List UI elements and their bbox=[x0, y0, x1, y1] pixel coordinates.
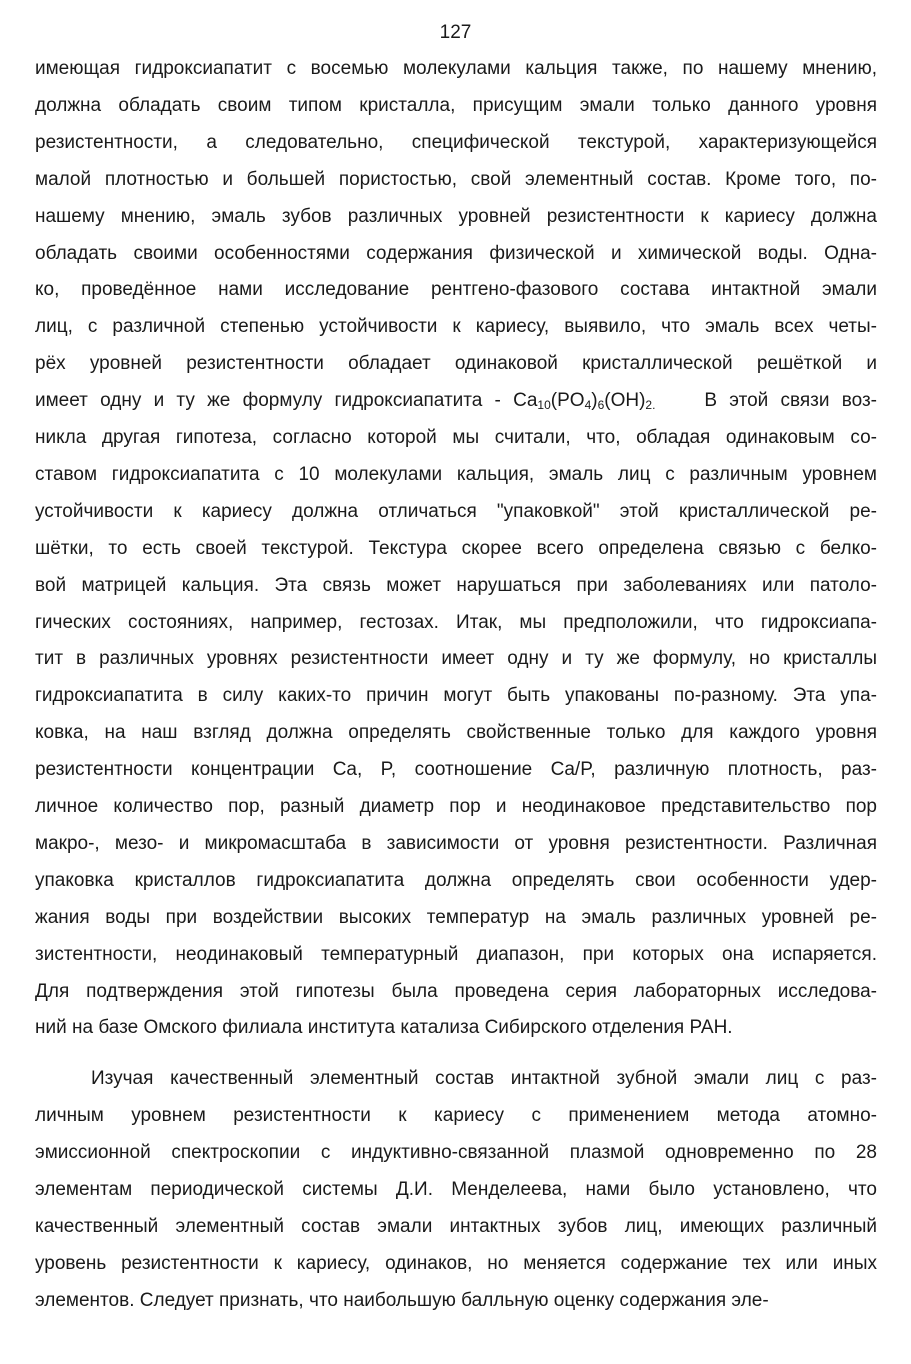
text-line: обладать своими особенностями содержания физической и химической воды. Одна- bbox=[35, 242, 877, 264]
text-line: лиц, с различной степенью устойчивости к кариесу, выявило, что эмаль всех четы- bbox=[35, 316, 877, 338]
text-line: резистентности, а следовательно, специфической текстурой, характеризующейся bbox=[35, 131, 877, 153]
text-line: нашему мнению, эмаль зубов различных уровней резистентности к кариесу должна bbox=[35, 205, 877, 227]
text-line: гидроксиапатита в силу каких-то причин могут быть упакованы по-разному. Эта упа- bbox=[35, 685, 877, 707]
text-line: личное количество пор, разный диаметр пор и неодинаковое представительство пор bbox=[35, 796, 877, 817]
text-line: тит в различных уровнях резистентности имеет одну и ту же формулу, но кристаллы bbox=[35, 648, 877, 670]
text-line: рёх уровней резистентности обладает одинаковой кристаллической решёткой и bbox=[35, 353, 877, 375]
text-line: резистентности концентрации Ca, P, соотношение Ca/P, различную плотность, раз- bbox=[35, 759, 877, 781]
text-line: гических состояниях, например, гестозах. Итак, мы предположили, что гидроксиапа- bbox=[35, 611, 877, 633]
text-line: должна обладать своим типом кристалла, присущим эмали только данного уровня bbox=[35, 94, 877, 116]
text-line: шётки, то есть своей текстурой. Текстура скорее всего определена связью с белко- bbox=[35, 537, 877, 559]
text-line: Изучая качественный элементный состав интактной зубной эмали лиц с раз- bbox=[91, 1068, 877, 1090]
text-line: малой плотностью и большей пористостью, свой элементный состав. Кроме того, по- bbox=[35, 168, 877, 190]
text-line: ко, проведённое нами исследование рентгено-фазового состава интактной эмали bbox=[35, 279, 877, 301]
text-line: ковка, на наш взгляд должна определять свойственные только для каждого уровня bbox=[35, 722, 877, 744]
text-line: устойчивости к кариесу должна отличаться "упаковкой" этой кристаллической ре- bbox=[35, 500, 877, 522]
page-number: 127 bbox=[439, 22, 472, 43]
text-line: Для подтверждения этой гипотезы была проведена серия лабораторных исследова- bbox=[35, 980, 877, 1002]
text-line: ставом гидроксиапатита с 10 молекулами кальция, эмаль лиц с различным уровнем bbox=[35, 463, 877, 485]
text-line: личным уровнем резистентности к кариесу с применением метода атомно- bbox=[35, 1105, 877, 1127]
text-line: вой матрицей кальция. Эта связь может нарушаться при заболеваниях или патоло- bbox=[35, 574, 877, 596]
text-line: упаковка кристаллов гидроксиапатита должна определять свои особенности удер- bbox=[35, 869, 877, 891]
text-line: жания воды при воздействии высоких температур на эмаль различных уровней ре- bbox=[35, 906, 877, 928]
text-line: эмиссионной спектроскопии с индуктивно-связанной плазмой одновременно по 28 bbox=[35, 1142, 877, 1164]
text-line: качественный элементный состав эмали интактных зубов лиц, имеющих различный bbox=[35, 1215, 877, 1237]
text-line: зистентности, неодинаковый температурный диапазон, при которых она испаряется. bbox=[35, 943, 877, 965]
hydroxyapatite-formula: $Ca_{10}(PO_4)_6(OH)_{2.}$ bbox=[513, 390, 656, 413]
text-line: уровень резистентности к кариесу, одинаков, но меняется содержание тех или иных bbox=[35, 1252, 877, 1274]
text-line: элементов. Следует признать, что наибольшую балльную оценку содержания эле- bbox=[35, 1289, 769, 1311]
text-line: имеет одну и ту же формулу гидроксиапатита - $Ca_{10}(PO_4)_6(OH)_{2.}$ В этой связи воз- bbox=[35, 390, 877, 413]
text-line: ний на базе Омского филиала института катализа Сибирского отделения РАН. bbox=[35, 1017, 733, 1039]
text-line: имеющая гидроксиапатит с восемью молекулами кальция также, по нашему мнению, bbox=[35, 58, 877, 79]
text-line: элементам периодической системы Д.И. Менделеева, нами было установлено, что bbox=[35, 1179, 877, 1200]
text-line: макро-, мезо- и микромасштаба в зависимости от уровня резистентности. Различная bbox=[35, 832, 877, 854]
text-line: никла другая гипотеза, согласно которой мы считали, что, обладая одинаковым со- bbox=[35, 427, 877, 448]
